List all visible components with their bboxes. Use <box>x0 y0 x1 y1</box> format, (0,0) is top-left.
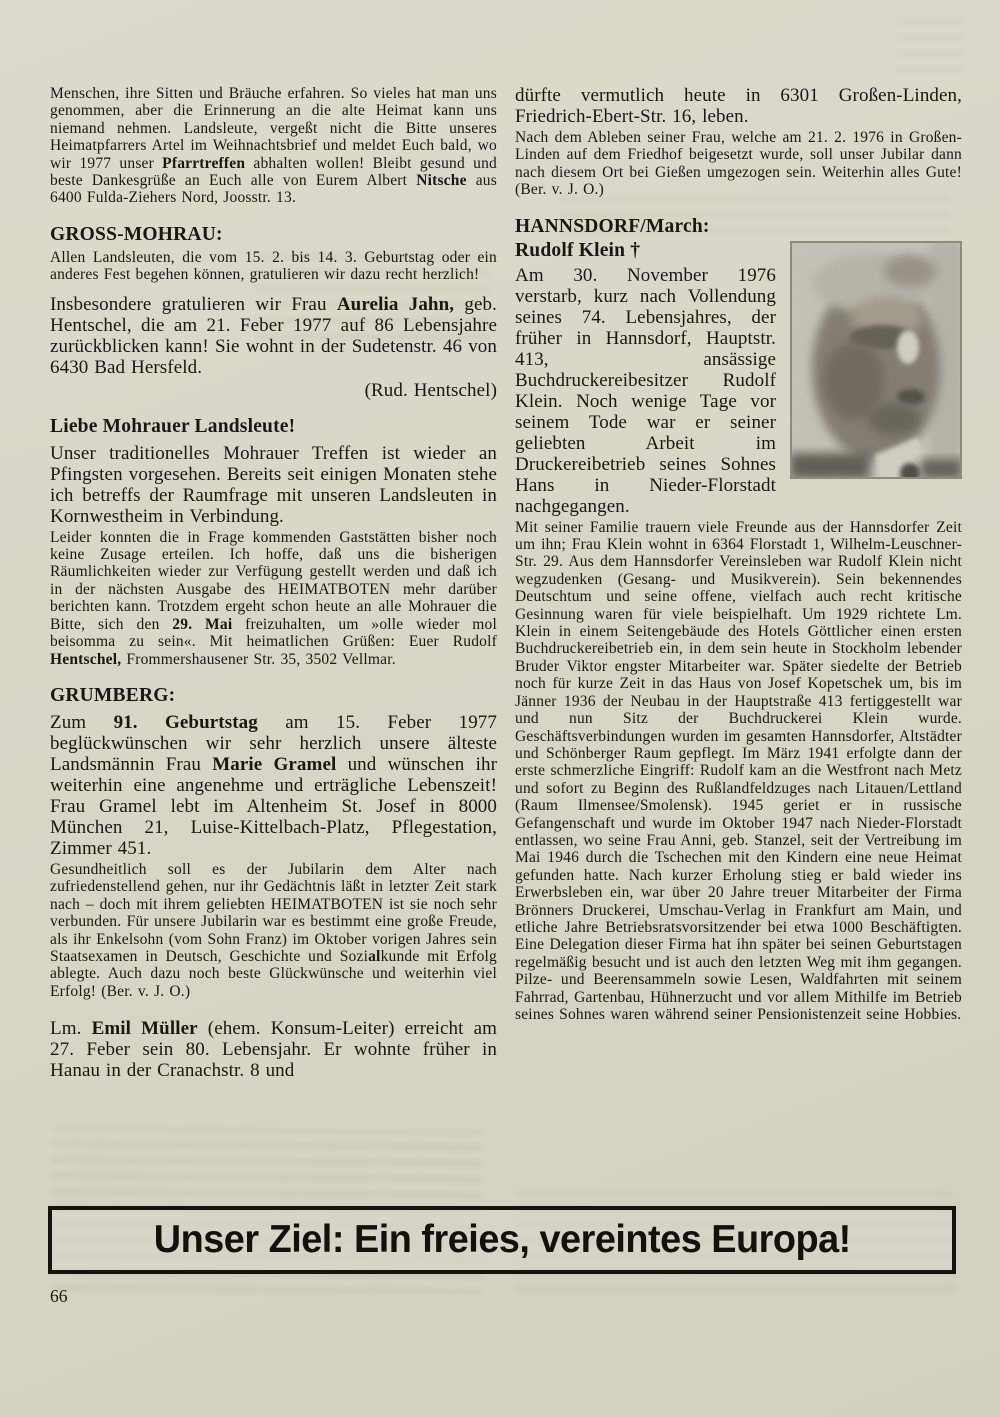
paragraph-emil-mueller: Lm. Emil Müller (ehem. Konsum-Leiter) erreicht am 27. Feber sein 80. Lebensjahr. Er wohnte früher in Hanau in der Cranachstr. 8 und <box>50 1018 497 1082</box>
paragraph-mueller-continuation: dürfte vermutlich heute in 6301 Großen-Linden, Friedrich-Ebert-Str. 16, leben. <box>515 85 962 127</box>
section-heading-hannsdorf: HANNSDORF/March: <box>515 215 710 237</box>
section-mohrauer-landsleute <box>50 415 497 668</box>
paragraph-aurelia-jahn: Insbesondere gratulieren wir Frau Aurelia Jahn, geb. Hentschel, die am 21. Feber 1977 auf 86 Lebensjahre zurückblicken kann! Sie wohnt in der Sudetenstr. 46 von 6430 Bad Hersfeld. <box>50 293 497 378</box>
right-column <box>515 85 962 1023</box>
paragraph-treffen-pfingsten: Unser traditionelles Mohrauer Treffen ist wieder an Pfingsten vorgesehen. Bereits seit einigen Monaten stehe ich betreffs der Raumfrage mit unseren Landsleuten in Kornwestheim in Verbindung. <box>50 442 497 527</box>
left-column <box>50 85 497 1081</box>
paragraph-birthday-greeting: Allen Landsleuten, die vom 15. 2. bis 14. 3. Geburtstag oder ein anderes Fest begehen können, gratulieren wir dazu recht herzlich! <box>50 248 497 284</box>
slogan-banner <box>48 1206 956 1274</box>
section-heading-mohrauer: Liebe Mohrauer Landsleute! <box>50 415 296 437</box>
section-heading-gross-mohrau: GROSS-MOHRAU: <box>50 223 223 245</box>
paragraph-klein-obituary-lead: Am 30. November 1976 verstarb, kurz nach Vollendung seines 74. Lebensjahres, der früher in Hannsdorf, Hauptstr. 413, ansässige Buchdruckereibesitzer Rudolf Klein. Noch wenige Tage vor seinem Tode war er seiner geliebten Arbeit im Druckereibetrieb seines Sohnes Hans in Nieder-Florstadt nachgegangen. <box>515 264 776 517</box>
slogan-banner-text: Unser Ziel: Ein freies, vereintes Europa! <box>153 1218 851 1261</box>
scan-artifact <box>895 18 965 73</box>
obituary-body <box>515 239 962 1024</box>
section-grumberg <box>50 684 497 1000</box>
section-gross-mohrau <box>50 223 497 401</box>
page-number: 66 <box>50 1286 68 1306</box>
signature-rud-hentschel: (Rud. Hentschel) <box>364 379 497 401</box>
paragraph-intro-continuation: Menschen, ihre Sitten und Bräuche erfahren. So vieles hat man uns genommen, aber die Erinnerung an die alte Heimat kann uns niemand nehmen. Landsleute, vergeßt nicht die Bitte unseres Heimatpfarrers Artel im Weihnachtsbrief und meldet Euch bald, wo wir 1977 unser Pfarrtreffen abhalten wollen! Bleibt gesund und beste Dankesgrüße an Euch alle von Eurem Albert Nitsche aus 6400 Fulda-Ziehers Nord, Joosstr. 13. <box>50 85 497 207</box>
paragraph-marie-gramel: Zum 91. Geburtstag am 15. Feber 1977 beglückwünschen wir sehr herzlich unsere älteste Landsmännin Frau Marie Gramel und wünschen ihr weiterhin eine angenehme und erträgliche Lebenszeit! Frau Gramel lebt im Altenheim St. Josef in 8000 München 21, Luise-Kittelbach-Platz, Pflegestation, Zimmer 451. <box>50 711 498 859</box>
paragraph-gramel-gesundheit: Gesundheitlich soll es der Jubilarin dem Alter nach zufriedenstellend gehen, nur ihr Gedächtnis läßt in letzter Zeit stark nach – doch mit ihrem geliebten HEIMATBOTEN ist sie noch sehr verbunden. Für unsere Jubilarin war es bestimmt eine große Freude, als ihr Enkelsohn (vom Sohn Franz) im Oktober vorigen Jahres sein Staatsexamen in Deutsch, Geschichte und Sozialkunde mit Erfolg ablegte. Auch dazu noch beste Glückwünsche und weiterhin viel Erfolg! (Ber. v. J. O.) <box>50 860 498 1000</box>
section-hannsdorf <box>515 215 962 1024</box>
portrait-photo-rudolf-klein <box>790 241 962 479</box>
paragraph-ableben-frau: Nach dem Ableben seiner Frau, welche am 21. 2. 1976 in Großen-Linden auf dem Friedhof beigesetzt wurde, soll unser Jubilar dann nach diesem Ort bei Gießen umgezogen sein. Weiterhin alles Gute! (Ber. v. J. O.) <box>515 129 962 199</box>
paragraph-klein-obituary-body: Mit seiner Familie trauern viele Freunde aus der Hannsdorfer Zeit um ihn; Frau Klein wohnt in 6364 Florstadt 1, Wilhelm-Leuschner-Str. 29. Aus dem Hannsdorfer Vereinsleben war Rudolf Klein nicht wegzudenken (Gesang- und Musikverein). Sein bekennendes Deutschtum und seine offene, vielfach auch recht kritische Gesinnung waren für viele beispielhaft. Um 1929 richtete Lm. Klein in einem Seitengebäude des Hotels Göttlicher einen ersten Buchdruckereibetrieb ein, in dem sein heute in Stockholm lebender Bruder Viktor engster Mitarbeiter war. Später siedelte der Betrieb noch für kurze Zeit in das Haus von Josef Kopetschek um, bis im Jänner 1936 der Neubau in der Hauptstraße 413 fertiggestellt war und nun Sitz der Buchdruckerei Klein wurde. Geschäftsverbindungen wurden im gesamten Hannsdorfer, Altstädter und Schönberger Raum gepflegt. Im März 1941 erfolgte dann der erste schmerzliche Eingriff: Rudolf kam an die Westfront nach Metz und sofort zu Beginn des Rußlandfeldzuges nach Litauen/Lettland (Raum Ilmensee/Smolensk). 1945 geriet er in russische Gefangenschaft und wurde im Oktober 1947 nach Nieder-Florstadt entlassen, wo seine Frau Anni, geb. Stanzel, seit der Vertreibung im Mai 1946 durch die Tschechen mit den Kindern eine neue Heimat gefunden hatte. Nach kurzer Erholung stieg er bald wieder ins Erwerbsleben ein, war über 20 Jahre treuer Mitarbeiter der Firma Brönners Druckerei, Umschau-Verlag in Frankfurt am Main, und etliche Jahre Betriebsratsvorsitzender bei etwa 1000 Beschäftigten. Eine Delegation dieser Firma hat ihn später bei seinen Geburtstagen regelmäßig besucht und ist auch den letzten Weg mit ihm gegangen. Pilze- und Beerensammeln sowie Lesen, Waldfahrten mit seinem Fahrrad, Gartenbau, Hühnerzucht und vor allem Mithilfe im Betrieb seines Sohnes waren während seiner Pensionistenzeit seine Hobbies. <box>515 518 962 1023</box>
section-heading-grumberg: GRUMBERG: <box>50 684 176 706</box>
paragraph-raumfrage: Leider konnten die in Frage kommenden Gaststätten bisher noch keine Zusage erteilen. Ich hoffe, daß uns die bisherigen Räumlichkeiten wieder zur Verfügung gestellt werden und daß ich in der nächsten Ausgabe des HEIMATBOTEN mehr darüber berichten kann. Trotzdem ergeht schon heute an alle Mohrauer die Bitte, sich den 29. Mai freizuhalten, um »olle wieder mol beisomma zu sein«. Mit heimatlichen Grüßen: Euer Rudolf Hentschel, Frommershausener Str. 35, 3502 Vellmar. <box>50 528 497 668</box>
obituary-name-heading: Rudolf Klein † <box>515 239 641 261</box>
